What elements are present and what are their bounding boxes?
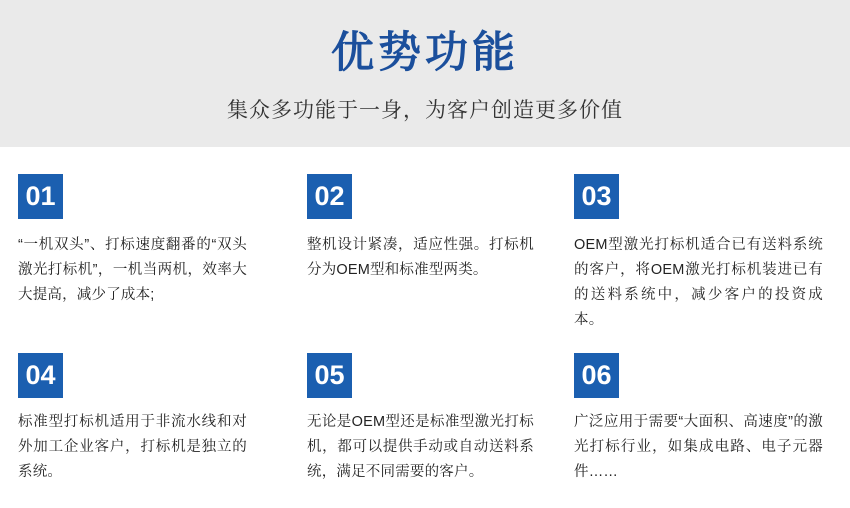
feature-number-badge: 01 (18, 174, 63, 219)
feature-text: “一机双头”、打标速度翻番的“双头激光打标机”，一机当两机，效率大大提高，减少了成本; (18, 237, 247, 303)
feature-text: OEM型激光打标机适合已有送料系统的客户，将OEM激光打标机装进已有的送料系统中，减少客户的投资成本。 (574, 237, 823, 328)
feature-number-badge: 06 (574, 353, 619, 398)
feature-item (0, 174, 283, 333)
feature-item (566, 353, 849, 485)
feature-text: 广泛应用于需要“大面积、高速度”的激光打标行业，如集成电路、电子元器件…… (574, 414, 823, 480)
feature-item (566, 174, 849, 333)
page-subtitle: 集众多功能于一身，为客户创造更多价值 (227, 99, 623, 123)
feature-item (283, 353, 566, 485)
features-grid (0, 147, 850, 505)
feature-text: 标准型打标机适用于非流水线和对外加工企业客户，打标机是独立的系统。 (18, 414, 247, 480)
feature-item (283, 174, 566, 333)
feature-item (0, 353, 283, 485)
feature-number-badge: 02 (307, 174, 352, 219)
page-header (0, 0, 850, 147)
feature-number-badge: 05 (307, 353, 352, 398)
feature-number-badge: 03 (574, 174, 619, 219)
feature-text: 无论是OEM型还是标准型激光打标机，都可以提供手动或自动送料系统，满足不同需要的客户。 (307, 414, 534, 480)
page-title: 优势功能 (331, 28, 519, 77)
feature-number-badge: 04 (18, 353, 63, 398)
feature-text: 整机设计紧凑，适应性强。打标机分为OEM型和标准型两类。 (307, 237, 534, 278)
